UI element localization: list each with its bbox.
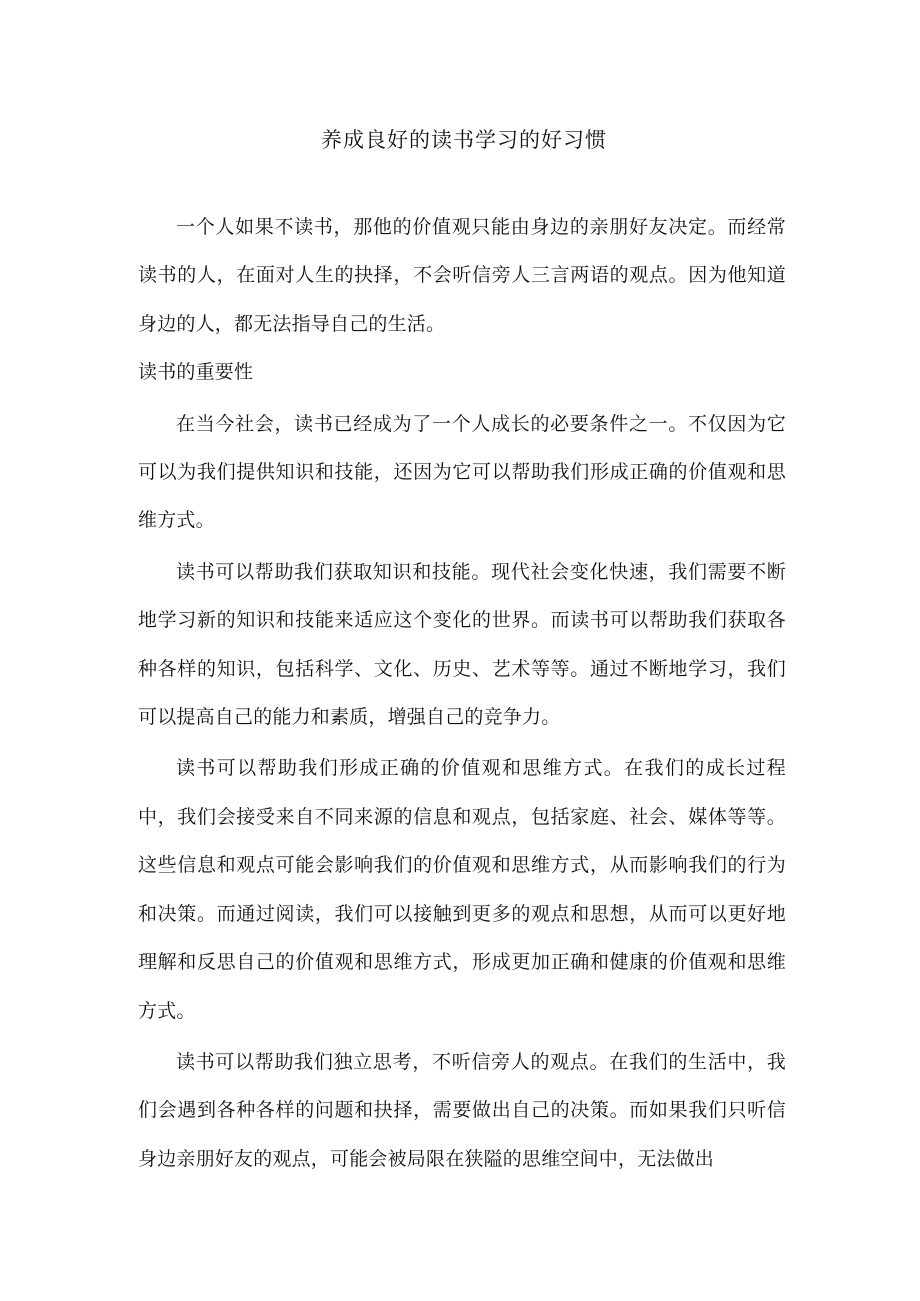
intro-paragraph: 一个人如果不读书，那他的价值观只能由身边的亲朋好友决定。而经常读书的人，在面对人生的抉择，不会听信旁人三言两语的观点。因为他知道身边的人，都无法指导自己的生活。 [138,216,786,335]
body-paragraph-1: 在当今社会，读书已经成为了一个人成长的必要条件之一。不仅因为它可以为我们提供知识和技能，还因为它可以帮助我们形成正确的价值观和思维方式。 [138,412,786,532]
section-heading: 读书的重要性 [138,361,254,384]
body-paragraph-2: 读书可以帮助我们获取知识和技能。现代社会变化快速，我们需要不断地学习新的知识和技能来适应这个变化的世界。而读书可以帮助我们获取各种各样的知识，包括科学、文化、历史、艺术等等。通过不断地学习，我们可以提高自己的能力和素质，增强自己的竞争力。 [138,560,786,729]
body-paragraph-4: 读书可以帮助我们独立思考，不听信旁人的观点。在我们的生活中，我们会遇到各种各样的问题和抉择，需要做出自己的决策。而如果我们只听信身边亲朋好友的观点，可能会被局限在狭隘的思维空间中，无法做出 [138,1050,786,1170]
body-paragraph-3: 读书可以帮助我们形成正确的价值观和思维方式。在我们的成长过程中，我们会接受来自不同来源的信息和观点，包括家庭、社会、媒体等等。这些信息和观点可能会影响我们的价值观和思维方式，从而影响我们的行为和决策。而通过阅读，我们可以接触到更多的观点和思想，从而可以更好地理解和反思自己的价值观和思维方式，形成更加正确和健康的价值观和思维方式。 [138,757,786,1022]
document-title: 养成良好的读书学习的好习惯 [321,128,607,152]
